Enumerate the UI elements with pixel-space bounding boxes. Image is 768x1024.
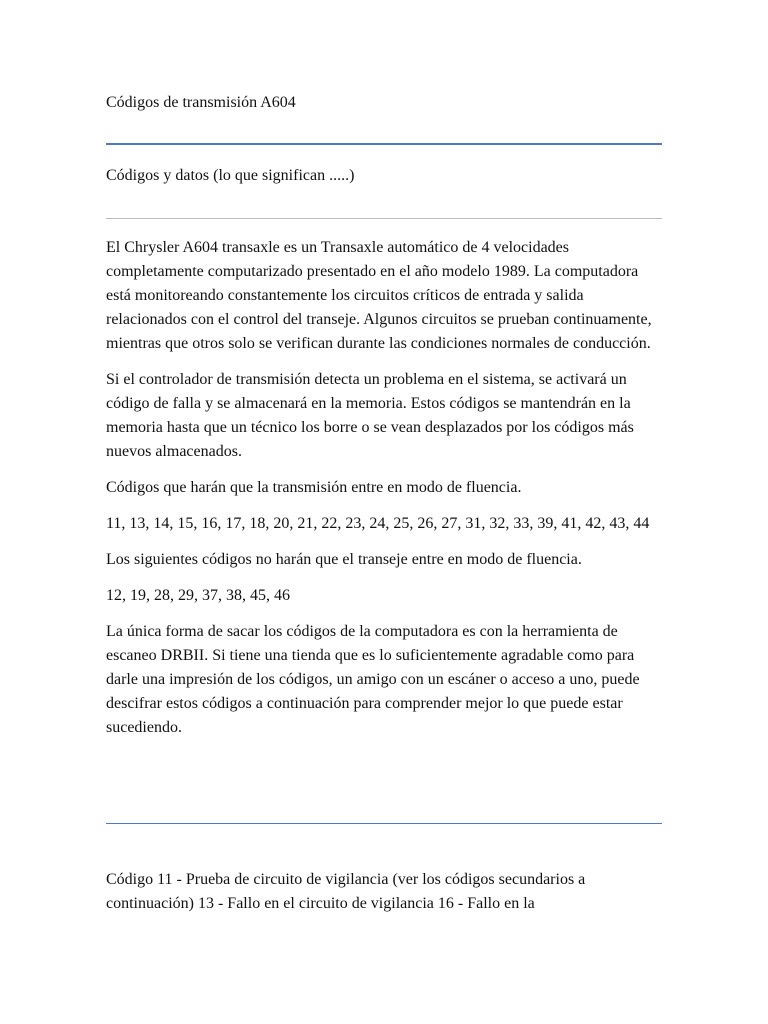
paragraph-intro: El Chrysler A604 transaxle es un Transaxle automático de 4 velocidades completamente computarizado presentado en el año modelo 1989. La computadora está monitoreando constantemente los circuitos críticos de entrada y salida relacionados con el control del transeje. Algunos circuitos se prueban continuamente, mientras que otros solo se verifican durante las condiciones normales de conducción. <box>106 239 652 352</box>
subtitle-divider <box>106 218 662 219</box>
paragraph-no-creep-codes: 12, 19, 28, 29, 37, 38, 45, 46 <box>106 587 290 604</box>
title-divider <box>106 143 662 145</box>
paragraph-no-creep-heading: Los siguientes códigos no harán que el transeje entre en modo de fluencia. <box>106 551 582 568</box>
paragraph-controller: Si el controlador de transmisión detecta un problema en el sistema, se activará un código de falla y se almacenará en la memoria. Estos códigos se mantendrán en la memoria hasta que un técnico los borre o se vean desplazados por los códigos más nuevos almacenados. <box>106 371 634 460</box>
document-body <box>106 236 662 752</box>
document-subtitle: Códigos y datos (lo que significan .....) <box>106 167 355 184</box>
document-title: Códigos de transmisión A604 <box>106 94 296 111</box>
section-divider <box>106 823 662 824</box>
paragraph-creep-codes: 11, 13, 14, 15, 16, 17, 18, 20, 21, 22, 23, 24, 25, 26, 27, 31, 32, 33, 39, 41, 42, 43, 44 <box>106 515 650 532</box>
paragraph-creep-heading: Códigos que harán que la transmisión entre en modo de fluencia. <box>106 479 522 496</box>
paragraph-scan-tool: La única forma de sacar los códigos de la computadora es con la herramienta de escaneo DRBII. Si tiene una tienda que es lo suficientemente agradable como para darle una impresión de los códigos, un amigo con un escáner o acceso a uno, puede descifrar estos códigos a continuación para comprender mejor lo que puede estar sucediendo. <box>106 623 640 736</box>
codes-list-text: Código 11 - Prueba de circuito de vigilancia (ver los códigos secundarios a continuación) 13 - Fallo en el circuito de vigilancia 16 - Fallo en la <box>106 871 586 912</box>
